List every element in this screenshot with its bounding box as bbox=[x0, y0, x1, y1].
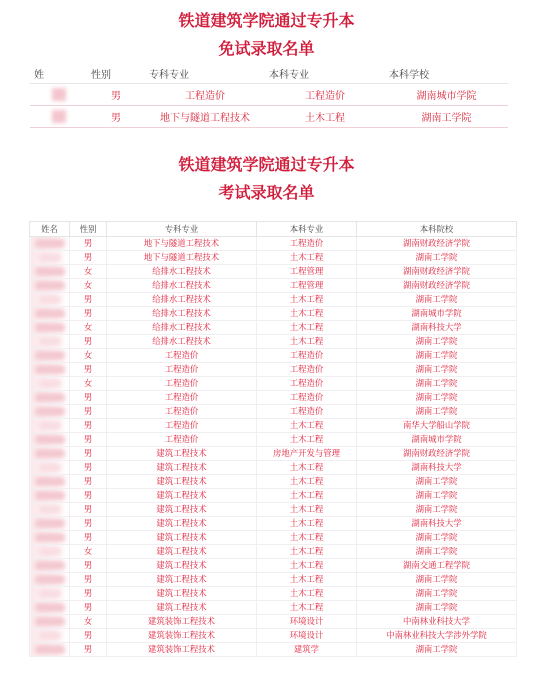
major-cell: 建筑工程技术 bbox=[107, 461, 257, 475]
redacted-name-cell bbox=[30, 475, 70, 489]
table-row bbox=[30, 349, 517, 363]
major-cell: 给排水工程技术 bbox=[107, 335, 257, 349]
school-cell: 湖南工学院 bbox=[357, 335, 517, 349]
redacted-name-cell bbox=[30, 503, 70, 517]
redaction-blur bbox=[35, 617, 65, 626]
redacted-name-cell bbox=[30, 531, 70, 545]
gender-cell: 女 bbox=[70, 377, 107, 391]
school-cell: 湖南科技大学 bbox=[357, 461, 517, 475]
table-row bbox=[30, 517, 517, 531]
redacted-name-cell bbox=[30, 447, 70, 461]
school-cell: 湖南工学院 bbox=[357, 391, 517, 405]
major-cell: 建筑装饰工程技术 bbox=[107, 629, 257, 643]
bachelor-major-cell: 土木工程 bbox=[257, 321, 357, 335]
school-cell: 湖南科技大学 bbox=[357, 321, 517, 335]
gender-cell: 男 bbox=[70, 307, 107, 321]
bachelor-major-cell: 环境设计 bbox=[257, 615, 357, 629]
table-row bbox=[30, 601, 517, 615]
school-cell: 湖南工学院 bbox=[357, 531, 517, 545]
gender-cell: 女 bbox=[70, 615, 107, 629]
redacted-name-cell bbox=[30, 433, 70, 447]
redaction-blur bbox=[35, 519, 65, 528]
major-cell: 给排水工程技术 bbox=[107, 279, 257, 293]
redacted-name-cell bbox=[30, 349, 70, 363]
school-cell: 中南林业科技大学涉外学院 bbox=[357, 629, 517, 643]
bachelor-major-cell: 工程造价 bbox=[257, 391, 357, 405]
gender-cell: 男 bbox=[70, 587, 107, 601]
gender-cell: 男 bbox=[87, 106, 145, 128]
major-cell: 建筑工程技术 bbox=[107, 447, 257, 461]
redaction-blur bbox=[52, 88, 66, 101]
header-school: 本科学校 bbox=[385, 63, 508, 84]
gender-cell: 女 bbox=[70, 321, 107, 335]
major-cell: 建筑工程技术 bbox=[107, 559, 257, 573]
bachelor-major-cell: 工程管理 bbox=[257, 265, 357, 279]
redacted-name-cell bbox=[30, 643, 70, 657]
redaction-blur bbox=[39, 337, 61, 346]
table-row bbox=[30, 377, 517, 391]
school-cell: 湖南城市学院 bbox=[357, 307, 517, 321]
school-cell: 湖南交通工程学院 bbox=[357, 559, 517, 573]
gender-cell: 男 bbox=[70, 475, 107, 489]
redacted-name-cell bbox=[30, 251, 70, 265]
major-cell: 工程造价 bbox=[107, 391, 257, 405]
redacted-name-cell bbox=[30, 461, 70, 475]
redaction-blur bbox=[35, 603, 65, 612]
school-cell: 湖南科技大学 bbox=[357, 517, 517, 531]
redaction-blur bbox=[35, 351, 65, 360]
school-cell: 湖南工学院 bbox=[357, 377, 517, 391]
table-row bbox=[30, 293, 517, 307]
redacted-name-cell bbox=[30, 629, 70, 643]
bachelor-major-cell: 工程造价 bbox=[257, 377, 357, 391]
redacted-name-cell bbox=[30, 545, 70, 559]
bachelor-major-cell: 土木工程 bbox=[257, 335, 357, 349]
gender-cell: 男 bbox=[70, 643, 107, 657]
major-cell: 工程造价 bbox=[107, 419, 257, 433]
table-row bbox=[30, 405, 517, 419]
redacted-name-cell bbox=[30, 237, 70, 251]
bachelor-major-cell: 土木工程 bbox=[265, 106, 385, 128]
school-cell: 湖南工学院 bbox=[357, 251, 517, 265]
redaction-blur bbox=[35, 323, 65, 332]
school-cell: 湖南财政经济学院 bbox=[357, 237, 517, 251]
table-row bbox=[30, 531, 517, 545]
bachelor-major-cell: 土木工程 bbox=[257, 573, 357, 587]
bachelor-major-cell: 工程造价 bbox=[265, 84, 385, 106]
redaction-blur bbox=[35, 309, 65, 318]
gender-cell: 女 bbox=[70, 279, 107, 293]
redaction-blur bbox=[35, 477, 65, 486]
school-cell: 湖南工学院 bbox=[357, 503, 517, 517]
header-major: 专科专业 bbox=[107, 222, 257, 237]
header-name: 姓名 bbox=[30, 222, 70, 237]
table-row bbox=[30, 559, 517, 573]
exam-header-row bbox=[30, 222, 517, 237]
table-row bbox=[30, 503, 517, 517]
redacted-name-cell bbox=[30, 615, 70, 629]
table-row bbox=[30, 335, 517, 349]
gender-cell: 男 bbox=[70, 461, 107, 475]
major-cell: 地下与隧道工程技术 bbox=[107, 237, 257, 251]
major-cell: 建筑工程技术 bbox=[107, 489, 257, 503]
redaction-blur bbox=[39, 547, 61, 556]
exam-admission-table bbox=[29, 221, 517, 657]
header-name: 姓 bbox=[30, 63, 87, 84]
school-cell: 湖南工学院 bbox=[357, 489, 517, 503]
school-cell: 湖南城市学院 bbox=[357, 433, 517, 447]
school-cell: 中南林业科技大学 bbox=[357, 615, 517, 629]
table-row bbox=[30, 279, 517, 293]
redaction-blur bbox=[35, 491, 65, 500]
school-cell: 湖南财政经济学院 bbox=[357, 265, 517, 279]
redacted-name-cell bbox=[30, 265, 70, 279]
bachelor-major-cell: 土木工程 bbox=[257, 531, 357, 545]
school-cell: 湖南工学院 bbox=[357, 643, 517, 657]
bachelor-major-cell: 土木工程 bbox=[257, 545, 357, 559]
table-row bbox=[30, 461, 517, 475]
major-cell: 建筑装饰工程技术 bbox=[107, 615, 257, 629]
bachelor-major-cell: 环境设计 bbox=[257, 629, 357, 643]
major-cell: 工程造价 bbox=[107, 363, 257, 377]
bachelor-major-cell: 土木工程 bbox=[257, 559, 357, 573]
gender-cell: 男 bbox=[70, 559, 107, 573]
redacted-name-cell bbox=[30, 335, 70, 349]
school-cell: 湖南工学院 bbox=[357, 587, 517, 601]
gender-cell: 男 bbox=[87, 84, 145, 106]
major-cell: 工程造价 bbox=[107, 433, 257, 447]
redaction-blur bbox=[39, 295, 61, 304]
table-row bbox=[30, 419, 517, 433]
redacted-name-cell bbox=[30, 84, 87, 106]
major-cell: 工程造价 bbox=[107, 377, 257, 391]
gender-cell: 男 bbox=[70, 517, 107, 531]
major-cell: 建筑工程技术 bbox=[107, 545, 257, 559]
bachelor-major-cell: 土木工程 bbox=[257, 293, 357, 307]
bachelor-major-cell: 工程造价 bbox=[257, 349, 357, 363]
header-school: 本科院校 bbox=[357, 222, 517, 237]
major-cell: 地下与隧道工程技术 bbox=[145, 106, 265, 128]
redaction-blur bbox=[35, 561, 65, 570]
gender-cell: 男 bbox=[70, 503, 107, 517]
bachelor-major-cell: 土木工程 bbox=[257, 587, 357, 601]
gender-cell: 男 bbox=[70, 363, 107, 377]
major-cell: 建筑工程技术 bbox=[107, 503, 257, 517]
redaction-blur bbox=[39, 463, 61, 472]
table-row bbox=[30, 363, 517, 377]
bachelor-major-cell: 土木工程 bbox=[257, 601, 357, 615]
gender-cell: 男 bbox=[70, 531, 107, 545]
exempt-header-row bbox=[30, 63, 508, 84]
gender-cell: 男 bbox=[70, 391, 107, 405]
redacted-name-cell bbox=[30, 559, 70, 573]
redacted-name-cell bbox=[30, 601, 70, 615]
redacted-name-cell bbox=[30, 587, 70, 601]
redacted-name-cell bbox=[30, 307, 70, 321]
table-row bbox=[30, 643, 517, 657]
gender-cell: 女 bbox=[70, 265, 107, 279]
exam-title-line1: 铁道建筑学院通过专升本 bbox=[178, 155, 355, 174]
table-row bbox=[30, 237, 517, 251]
gender-cell: 男 bbox=[70, 237, 107, 251]
redacted-name-cell bbox=[30, 517, 70, 531]
major-cell: 工程造价 bbox=[145, 84, 265, 106]
exam-title-line2: 考试录取名单 bbox=[218, 183, 315, 202]
major-cell: 工程造价 bbox=[107, 405, 257, 419]
school-cell: 湖南工学院 bbox=[357, 573, 517, 587]
redaction-blur bbox=[39, 631, 61, 640]
redacted-name-cell bbox=[30, 106, 87, 128]
redaction-blur bbox=[35, 281, 65, 290]
bachelor-major-cell: 土木工程 bbox=[257, 475, 357, 489]
bachelor-major-cell: 工程造价 bbox=[257, 237, 357, 251]
bachelor-major-cell: 土木工程 bbox=[257, 503, 357, 517]
table-row bbox=[30, 573, 517, 587]
table-row bbox=[30, 265, 517, 279]
exempt-admission-table bbox=[30, 63, 508, 128]
redaction-blur bbox=[52, 110, 66, 123]
major-cell: 地下与隧道工程技术 bbox=[107, 251, 257, 265]
table-row bbox=[30, 84, 508, 106]
redaction-blur bbox=[35, 645, 65, 654]
redaction-blur bbox=[35, 435, 65, 444]
bachelor-major-cell: 土木工程 bbox=[257, 517, 357, 531]
redacted-name-cell bbox=[30, 573, 70, 587]
major-cell: 建筑工程技术 bbox=[107, 475, 257, 489]
redacted-name-cell bbox=[30, 363, 70, 377]
gender-cell: 男 bbox=[70, 489, 107, 503]
exempt-title-line1: 铁道建筑学院通过专升本 bbox=[178, 11, 355, 30]
major-cell: 给排水工程技术 bbox=[107, 307, 257, 321]
school-cell: 湖南工学院 bbox=[385, 106, 508, 128]
bachelor-major-cell: 土木工程 bbox=[257, 307, 357, 321]
bachelor-major-cell: 工程造价 bbox=[257, 363, 357, 377]
gender-cell: 男 bbox=[70, 405, 107, 419]
redaction-blur bbox=[35, 239, 65, 248]
redaction-blur bbox=[39, 505, 61, 514]
major-cell: 建筑工程技术 bbox=[107, 573, 257, 587]
table-row bbox=[30, 307, 517, 321]
bachelor-major-cell: 建筑学 bbox=[257, 643, 357, 657]
school-cell: 湖南财政经济学院 bbox=[357, 447, 517, 461]
gender-cell: 男 bbox=[70, 251, 107, 265]
gender-cell: 男 bbox=[70, 433, 107, 447]
bachelor-major-cell: 土木工程 bbox=[257, 251, 357, 265]
bachelor-major-cell: 工程造价 bbox=[257, 405, 357, 419]
gender-cell: 男 bbox=[70, 419, 107, 433]
table-row bbox=[30, 391, 517, 405]
gender-cell: 男 bbox=[70, 447, 107, 461]
bachelor-major-cell: 土木工程 bbox=[257, 489, 357, 503]
school-cell: 湖南工学院 bbox=[357, 405, 517, 419]
major-cell: 工程造价 bbox=[107, 349, 257, 363]
school-cell: 湖南工学院 bbox=[357, 349, 517, 363]
school-cell: 南华大学船山学院 bbox=[357, 419, 517, 433]
redacted-name-cell bbox=[30, 293, 70, 307]
redacted-name-cell bbox=[30, 489, 70, 503]
header-gender: 性别 bbox=[87, 63, 145, 84]
major-cell: 建筑装饰工程技术 bbox=[107, 643, 257, 657]
gender-cell: 男 bbox=[70, 601, 107, 615]
redaction-blur bbox=[35, 365, 65, 374]
table-row bbox=[30, 475, 517, 489]
major-cell: 给排水工程技术 bbox=[107, 265, 257, 279]
redaction-blur bbox=[35, 407, 65, 416]
bachelor-major-cell: 土木工程 bbox=[257, 461, 357, 475]
bachelor-major-cell: 工程管理 bbox=[257, 279, 357, 293]
school-cell: 湖南工学院 bbox=[357, 293, 517, 307]
table-row bbox=[30, 433, 517, 447]
table-row bbox=[30, 106, 508, 128]
redacted-name-cell bbox=[30, 321, 70, 335]
gender-cell: 男 bbox=[70, 293, 107, 307]
table-row bbox=[30, 321, 517, 335]
redaction-blur bbox=[39, 421, 61, 430]
redacted-name-cell bbox=[30, 391, 70, 405]
gender-cell: 男 bbox=[70, 573, 107, 587]
redaction-blur bbox=[35, 267, 65, 276]
school-cell: 湖南财政经济学院 bbox=[357, 279, 517, 293]
redacted-name-cell bbox=[30, 377, 70, 391]
school-cell: 湖南工学院 bbox=[357, 363, 517, 377]
header-bachelor-major: 本科专业 bbox=[265, 63, 385, 84]
school-cell: 湖南工学院 bbox=[357, 601, 517, 615]
gender-cell: 男 bbox=[70, 629, 107, 643]
table-row bbox=[30, 545, 517, 559]
school-cell: 湖南城市学院 bbox=[385, 84, 508, 106]
gender-cell: 女 bbox=[70, 545, 107, 559]
bachelor-major-cell: 土木工程 bbox=[257, 433, 357, 447]
header-gender: 性别 bbox=[70, 222, 107, 237]
redaction-blur bbox=[35, 533, 65, 542]
redaction-blur bbox=[35, 449, 65, 458]
header-major: 专科专业 bbox=[145, 63, 265, 84]
bachelor-major-cell: 房地产开发与管理 bbox=[257, 447, 357, 461]
redacted-name-cell bbox=[30, 279, 70, 293]
major-cell: 建筑工程技术 bbox=[107, 587, 257, 601]
major-cell: 建筑工程技术 bbox=[107, 517, 257, 531]
bachelor-major-cell: 土木工程 bbox=[257, 419, 357, 433]
redaction-blur bbox=[39, 589, 61, 598]
redaction-blur bbox=[35, 393, 65, 402]
table-row bbox=[30, 587, 517, 601]
major-cell: 给排水工程技术 bbox=[107, 321, 257, 335]
redacted-name-cell bbox=[30, 419, 70, 433]
major-cell: 建筑工程技术 bbox=[107, 531, 257, 545]
table-row bbox=[30, 251, 517, 265]
table-row bbox=[30, 447, 517, 461]
gender-cell: 男 bbox=[70, 335, 107, 349]
major-cell: 建筑工程技术 bbox=[107, 601, 257, 615]
major-cell: 给排水工程技术 bbox=[107, 293, 257, 307]
table-row bbox=[30, 615, 517, 629]
redacted-name-cell bbox=[30, 405, 70, 419]
gender-cell: 女 bbox=[70, 349, 107, 363]
redaction-blur bbox=[39, 253, 61, 262]
exempt-title-line2: 免试录取名单 bbox=[218, 39, 315, 58]
table-row bbox=[30, 629, 517, 643]
header-bachelor-major: 本科专业 bbox=[257, 222, 357, 237]
table-row bbox=[30, 489, 517, 503]
school-cell: 湖南工学院 bbox=[357, 475, 517, 489]
redaction-blur bbox=[35, 575, 65, 584]
redaction-blur bbox=[39, 379, 61, 388]
school-cell: 湖南工学院 bbox=[357, 545, 517, 559]
